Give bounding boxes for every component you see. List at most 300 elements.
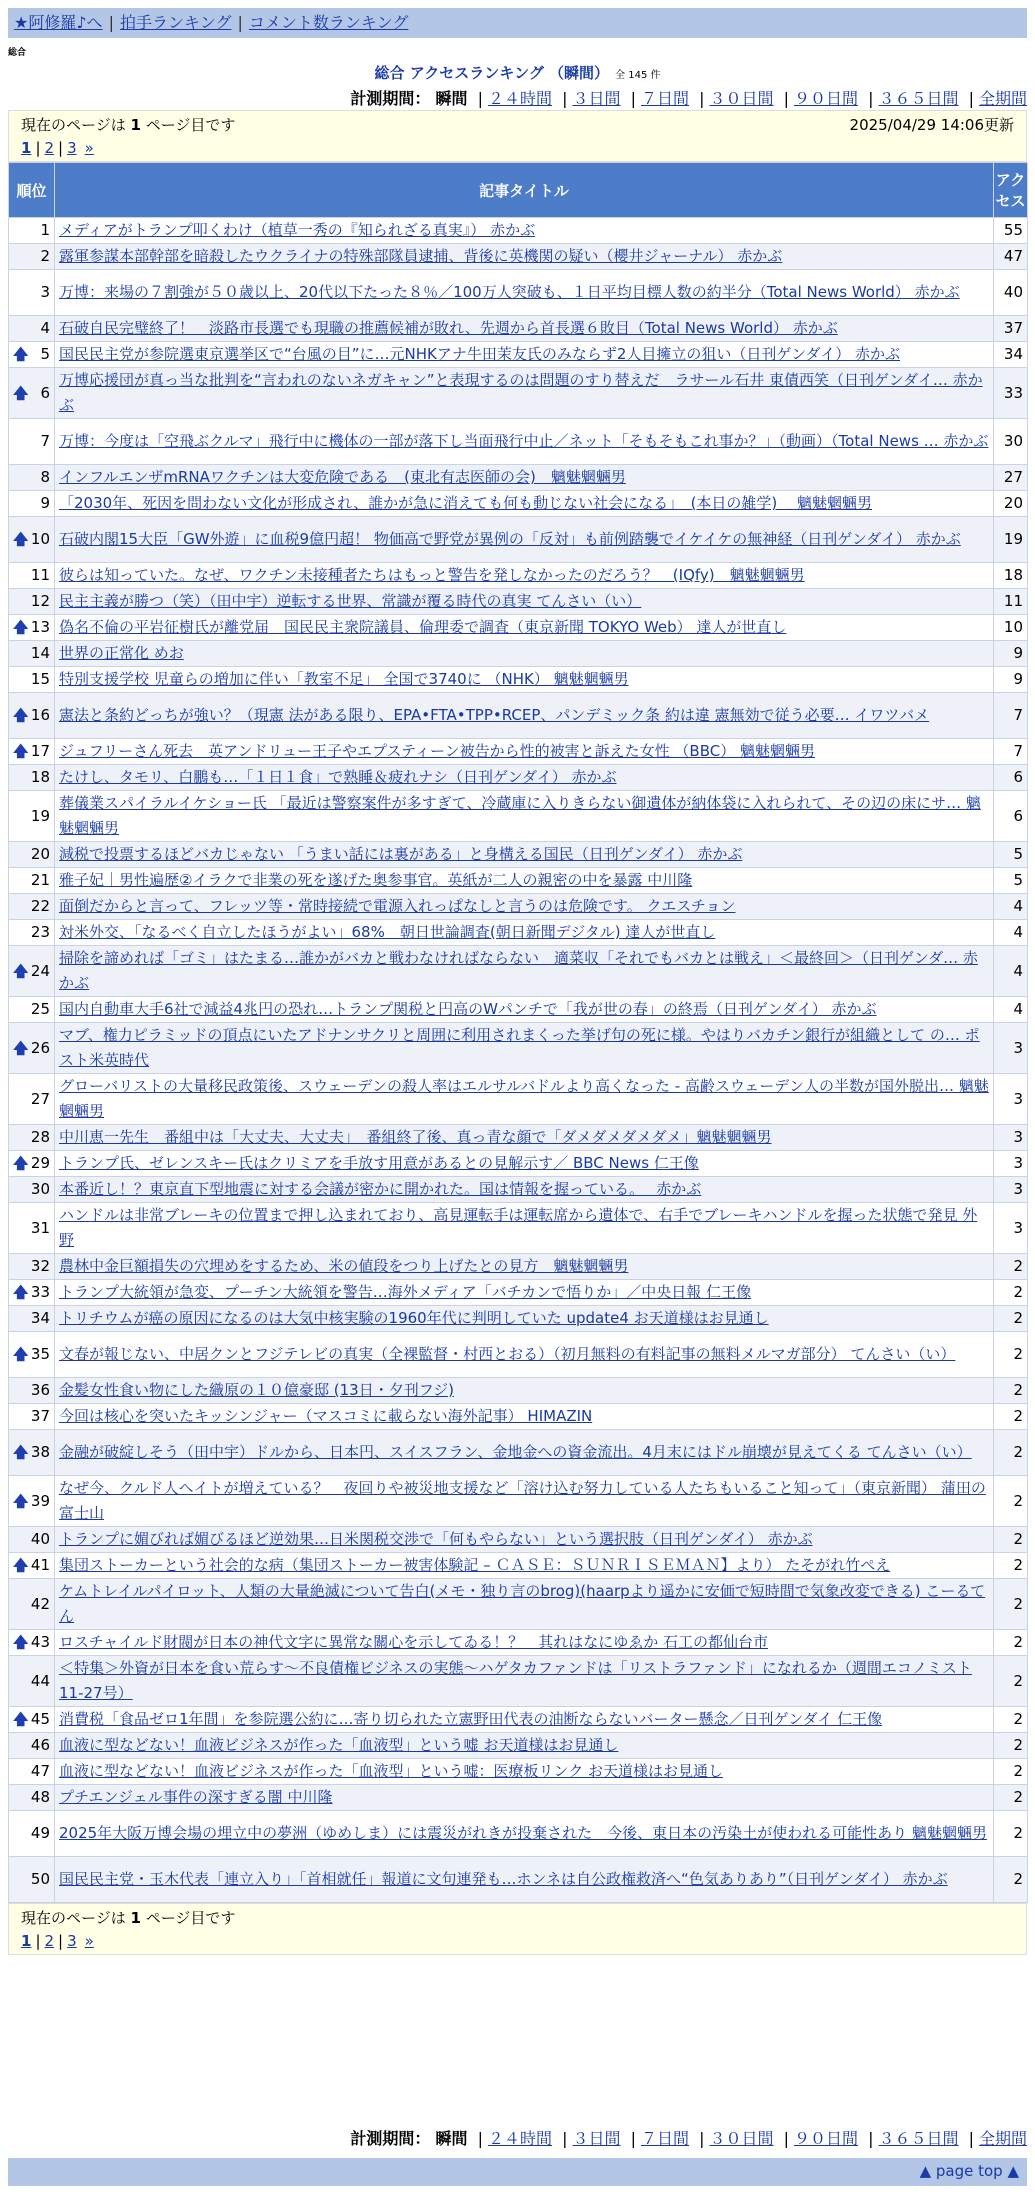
rank-cell (9, 1378, 55, 1404)
rank-number: 15 (30, 670, 50, 688)
page-title (0, 62, 1035, 83)
table-row (9, 1553, 1028, 1579)
access-count: 30 (994, 419, 1028, 465)
title-cell (55, 1857, 994, 1903)
article-title-link[interactable]: トランプに媚びれば媚びるほど逆効果…日米関税交渉で「何もやらない」という選択肢（日刊ゲンダイ） 赤かぶ (59, 1530, 813, 1548)
period-all-link[interactable]: 全期間 (978, 2129, 1027, 2148)
rank-cell (9, 316, 55, 342)
access-count: 55 (994, 218, 1028, 244)
access-count: 3 (994, 1125, 1028, 1151)
table-row (9, 419, 1028, 465)
article-title-link[interactable]: トリチウムが癌の原因になるのは大気中核実験の1960年代に判明していた update4 お天道様はお見通し (59, 1309, 769, 1327)
top-nav (8, 8, 1027, 38)
page-link-1[interactable]: 1 (21, 1932, 32, 1950)
access-count: 3 (994, 1151, 1028, 1177)
article-title-link[interactable]: ジュフリーさん死去 英アンドリュー王子やエプスティーン被告から性的被害と訴えた女性 （BBC） 魑魅魍魎男 (59, 742, 815, 760)
rank-number: 33 (30, 1283, 50, 1301)
article-title-link[interactable]: 農林中金巨額損失の穴埋めをするため、米の値段をつり上げたとの見方 魑魅魍魎男 (59, 1257, 629, 1275)
rank-up-arrow-icon: 🡅 (13, 1154, 29, 1172)
title-cell (55, 791, 994, 842)
table-row (9, 842, 1028, 868)
table-row (9, 1203, 1028, 1254)
title-cell (55, 641, 994, 667)
article-title-link[interactable]: マブ、権力ピラミッドの頂点にいたアドナンサクリと周囲に利用されまくった挙げ句の死に様。やはりバカチン銀行が組織として の… ポスト米英時代 (59, 1026, 980, 1069)
table-row (9, 1404, 1028, 1430)
access-count: 9 (994, 641, 1028, 667)
title-cell (55, 316, 994, 342)
rank-cell (9, 739, 55, 765)
access-count: 47 (994, 244, 1028, 270)
title-cell (55, 1579, 994, 1630)
title-cell (55, 693, 994, 739)
rank-cell (9, 244, 55, 270)
title-cell (55, 894, 994, 920)
access-count: 4 (994, 920, 1028, 946)
title-cell (55, 517, 994, 563)
rank-up-arrow-icon: 🡅 (13, 1283, 29, 1301)
article-title-link[interactable]: 金髪女性食い物にした織原の１０億豪邸 (13日・夕刊フジ) (59, 1381, 454, 1399)
rank-cell (9, 517, 55, 563)
rank-cell (9, 1733, 55, 1759)
table-row (9, 1151, 1028, 1177)
title-cell (55, 1125, 994, 1151)
rank-cell (9, 1306, 55, 1332)
title-cell (55, 1332, 994, 1378)
rank-number: 42 (30, 1594, 50, 1613)
rank-number: 29 (30, 1154, 50, 1172)
article-title-link[interactable]: 彼らは知っていた。なぜ、ワクチン未接種者たちはもっと警告を発しなかったのだろう？ (IQfy) 魑魅魍魎男 (59, 566, 805, 584)
article-title-link[interactable]: 万博：今度は「空飛ぶクルマ」飛行中に機体の一部が落下し当面飛行中止／ネット「そもそもこれ事か？」（動画）（Total News … 赤かぶ (59, 432, 989, 450)
table-row (9, 1630, 1028, 1656)
article-title-link[interactable]: 露軍参謀本部幹部を暗殺したウクライナの特殊部隊員逮捕、背後に英機関の疑い（櫻井ジャーナル） 赤かぶ (59, 247, 783, 265)
access-count: 7 (994, 693, 1028, 739)
article-title-link[interactable]: トランプ大統領が急変、プーチン大統領を警告…海外メディア「バチカンで悟りか」／中央日報 仁王像 (59, 1283, 752, 1301)
article-title-link[interactable]: 集団ストーカーという社会的な病（集団ストーカー被害体験記 – ＣＡＳＥ：ＳＵＮＲＩＳＥＭＡＮ】より） たそがれ竹ぺえ (59, 1556, 891, 1574)
page-top-link[interactable]: ▲ page top ▲ (919, 2162, 1019, 2180)
rank-number: 8 (40, 468, 50, 486)
rank-up-arrow-icon: 🡅 (13, 1491, 29, 1510)
article-title-link[interactable]: 中川恵一先生 番組中は「大丈夫、大丈夫」 番組終了後、真っ青な顔で「ダメダメダメダメ」魑魅魍魎男 (59, 1128, 772, 1146)
rank-cell (9, 1125, 55, 1151)
title-cell (55, 465, 994, 491)
table-row (9, 1857, 1028, 1903)
table-row (9, 1074, 1028, 1125)
rank-number: 43 (30, 1633, 50, 1651)
rank-cell (9, 1430, 55, 1476)
title-cell (55, 1203, 994, 1254)
access-count: 2 (994, 1378, 1028, 1404)
table-row (9, 1656, 1028, 1707)
rank-up-arrow-icon: 🡅 (13, 961, 29, 980)
table-row (9, 1811, 1028, 1857)
rank-number: 2 (40, 247, 50, 265)
period-30d-link[interactable]: ３０日間 (709, 2129, 774, 2148)
title-cell (55, 920, 994, 946)
rank-cell (9, 270, 55, 316)
rank-cell (9, 1656, 55, 1707)
article-title-link[interactable]: 消費税「食品ゼロ1年間」を参院選公約に…寄り切られた立憲野田代表の油断ならないバーター懸念／日刊ゲンダイ 仁王像 (59, 1710, 883, 1728)
article-title-link[interactable]: たけし、タモリ、白鵬も…「１日１食」で熟睡＆疲れナシ（日刊ゲンダイ） 赤かぶ (59, 768, 617, 786)
nav-link-comment-ranking[interactable]: コメント数ランキング (248, 13, 409, 32)
rank-cell (9, 1707, 55, 1733)
current-page-text: 現在のページは 1 ページ目です (21, 1909, 236, 1927)
rank-up-arrow-icon: 🡅 (13, 1443, 29, 1461)
table-row (9, 868, 1028, 894)
access-count: 2 (994, 1280, 1028, 1306)
table-row (9, 1430, 1028, 1476)
rank-number: 34 (30, 1309, 50, 1327)
table-row (9, 1023, 1028, 1074)
table-row (9, 1759, 1028, 1785)
rank-cell (9, 368, 55, 419)
article-title-link[interactable]: 金融が破綻しそう（田中宇）ドルから、日本円、スイスフラン、金地金への資金流出。4月末にはドル崩壊が見えてくる てんさい（い） (59, 1443, 972, 1461)
rank-number: 5 (40, 345, 50, 363)
rank-number: 37 (30, 1407, 50, 1425)
footer-bar (8, 2158, 1027, 2186)
period-365d-link[interactable]: ３６５日間 (878, 89, 959, 108)
next-page-link[interactable]: » (84, 139, 94, 157)
article-title-link[interactable]: インフルエンザmRNAワクチンは大変危険である (東北有志医師の会) 魑魅魍魎男 (59, 468, 626, 486)
nav-link-clap-ranking[interactable]: 拍手ランキング (119, 13, 232, 32)
title-cell (55, 1785, 994, 1811)
rank-cell (9, 218, 55, 244)
rank-cell (9, 1785, 55, 1811)
article-title-link[interactable]: 葬儀業スパイラルイケショー氏 「最近は警察案件が多すぎて、冷蔵庫に入りきらない御遺体が納体袋に入れられて、その辺の床にサ… 魑魅魍魎男 (59, 794, 981, 837)
title-cell (55, 1023, 994, 1074)
page-link-3[interactable]: 3 (67, 1932, 77, 1950)
title-cell (55, 218, 994, 244)
header-title: 記事タイトル (55, 163, 994, 218)
table-row (9, 563, 1028, 589)
page-link-2[interactable]: 2 (44, 139, 55, 157)
rank-cell (9, 1177, 55, 1203)
title-cell (55, 946, 994, 997)
title-cell (55, 368, 994, 419)
access-count: 3 (994, 1023, 1028, 1074)
rank-number: 27 (30, 1089, 50, 1108)
article-title-link[interactable]: ハンドルは非常ブレーキの位置まで押し込まれており、高見運転手は運転席から遺体で、右手でブレーキハンドルを握った状態で発見 外野 (59, 1206, 978, 1249)
table-row (9, 270, 1028, 316)
table-row (9, 1785, 1028, 1811)
access-count: 2 (994, 1630, 1028, 1656)
article-title-link[interactable]: 石破内閣15大臣「GW外遊」に血税9億円超！ 物価高で野党が異例の「反対」も前例踏襲でイケイケの無神経（日刊ゲンダイ） 赤かぶ (59, 530, 961, 548)
title-cell (55, 1280, 994, 1306)
rank-cell (9, 563, 55, 589)
article-title-link[interactable]: プチエンジェル事件の深すぎる闇 中川隆 (59, 1788, 333, 1806)
title-cell (55, 868, 994, 894)
article-title-link[interactable]: メディアがトランプ叩くわけ（植草一秀の『知られざる真実』） 赤かぶ (59, 221, 536, 239)
article-title-link[interactable]: 国民民主党・玉木代表「連立入り」「首相就任」報道に文句連発も…ホンネは自公政権救済へ“色気ありあり”（日刊ゲンダイ） 赤かぶ (59, 1870, 948, 1888)
rank-number: 31 (30, 1218, 50, 1237)
rank-number: 13 (30, 618, 50, 636)
rank-number: 28 (30, 1128, 50, 1146)
article-title-link[interactable]: 掃除を諦めれば「ゴミ」はたまる…誰かがバカと戦わなければならない 適菜収「それでもバカとは戦え」＜最終回＞（日刊ゲンダ… 赤かぶ (59, 949, 978, 992)
table-row (9, 791, 1028, 842)
rank-cell (9, 946, 55, 997)
article-title-link[interactable]: 世界の正常化 めお (59, 644, 184, 662)
page-link-3[interactable]: 3 (67, 139, 77, 157)
table-row (9, 368, 1028, 419)
rank-up-arrow-icon: 🡅 (13, 1710, 29, 1728)
rank-cell (9, 1332, 55, 1378)
article-title-link[interactable]: なぜ今、クルド人ヘイトが増えている？ 夜回りや被災地支援など「溶け込む努力している人たちもいること知って」（東京新聞） 蒲田の富士山 (59, 1479, 986, 1522)
title-cell (55, 765, 994, 791)
table-row (9, 1306, 1028, 1332)
access-count: 6 (994, 765, 1028, 791)
rank-number: 45 (30, 1710, 50, 1728)
access-count: 2 (994, 1759, 1028, 1785)
access-count: 4 (994, 894, 1028, 920)
article-title-link[interactable]: 血液に型などない！血液ビジネスが作った「血液型」という嘘：医療板リンク お天道様はお見通し (59, 1762, 724, 1780)
nav-link-home[interactable]: ★阿修羅♪へ (14, 13, 103, 32)
rank-cell (9, 1023, 55, 1074)
article-title-link[interactable]: 憲法と条約どっちが強い？（現憲 法がある限り、EPA•FTA•TPP•RCEP、パンデミック条 約は違 憲無効で従う必要… イワツバメ (59, 706, 930, 724)
rank-number: 23 (30, 923, 50, 941)
rank-number: 1 (40, 221, 50, 239)
article-title-link[interactable]: 今回は核心を突いたキッシンジャー（マスコミに載らない海外記事） HIMAZIN (59, 1407, 593, 1425)
article-title-link[interactable]: 2025年大阪万博会場の埋立中の夢洲（ゆめしま）には震災がれきが投棄された 今後、東日本の汚染土が使われる可能性あり 魑魅魍魎男 (59, 1824, 987, 1842)
period-selector-top: 計測期間： 瞬間 | ２４時間 | ３日間 | ７日間 | ３０日間 | ９０日間 | ３６５日間 | 全期間 (350, 89, 1027, 108)
article-title-link[interactable]: 「2030年、死因を問わない文化が形成され、誰かが急に消えても何も動じない社会になる」 (本日の雑学) 魑魅魍魎男 (59, 494, 873, 512)
article-title-link[interactable]: 本番近し！？東京直下型地震に対する会議が密かに開かれた。国は情報を握っている。 赤かぶ (59, 1180, 702, 1198)
rank-cell (9, 1579, 55, 1630)
period-365d-link[interactable]: ３６５日間 (878, 2129, 959, 2148)
access-count: 5 (994, 842, 1028, 868)
article-title-link[interactable]: 血液に型などない！血液ビジネスが作った「血液型」という嘘 お天道様はお見通し (59, 1736, 619, 1754)
table-row (9, 739, 1028, 765)
title-cell (55, 615, 994, 641)
title-cell (55, 997, 994, 1023)
access-count: 2 (994, 1857, 1028, 1903)
separator: | (108, 13, 114, 32)
table-row (9, 465, 1028, 491)
access-count: 7 (994, 739, 1028, 765)
rank-number: 30 (30, 1180, 50, 1198)
rank-up-arrow-icon: 🡅 (13, 530, 29, 548)
period-3d-link[interactable]: ３日間 (572, 89, 621, 108)
rank-cell (9, 894, 55, 920)
rank-cell (9, 791, 55, 842)
table-row (9, 589, 1028, 615)
rank-up-arrow-icon: 🡅 (13, 618, 29, 636)
article-title-link[interactable]: ケムトレイルパイロット、人類の大量絶滅について告白(メモ・独り言のbrog)(haarpより遥かに安価で短時間で気象改変できる) こーるてん (59, 1582, 986, 1625)
rank-up-arrow-icon: 🡅 (13, 1345, 29, 1363)
rank-number: 49 (30, 1824, 50, 1842)
period-current: 瞬間 (435, 2129, 468, 2148)
rank-cell (9, 615, 55, 641)
rank-number: 40 (30, 1530, 50, 1548)
rank-number: 48 (30, 1788, 50, 1806)
access-count: 10 (994, 615, 1028, 641)
period-24h-link[interactable]: ２４時間 (487, 2129, 552, 2148)
article-title-link[interactable]: 民主主義が勝つ（笑）（田中宇）逆転する世界、常識が覆る時代の真実 てんさい（い） (59, 592, 642, 610)
access-count: 2 (994, 1553, 1028, 1579)
title-cell (55, 667, 994, 693)
title-cell (55, 1151, 994, 1177)
rank-number: 32 (30, 1257, 50, 1275)
article-title-link[interactable]: トランプ氏、ゼレンスキー氏はクリミアを手放す用意があるとの見解示す／ BBC News 仁王像 (59, 1154, 699, 1172)
period-label: 計測期間： (350, 2129, 431, 2148)
separator: | (237, 13, 243, 32)
period-current: 瞬間 (435, 89, 468, 108)
rank-cell (9, 589, 55, 615)
rank-number: 7 (40, 432, 50, 450)
current-page-text: 現在のページは 1 ページ目です (21, 116, 236, 134)
rank-cell (9, 1857, 55, 1903)
article-title-link[interactable]: 国内自動車大手6社で減益4兆円の恐れ…トランプ関税と円高のWパンチで「我が世の春」の終焉（日刊ゲンダイ） 赤かぶ (59, 1000, 877, 1018)
period-all-link[interactable]: 全期間 (978, 89, 1027, 108)
access-count: 2 (994, 1733, 1028, 1759)
rank-number: 39 (30, 1491, 50, 1510)
page-link-2[interactable]: 2 (44, 1932, 55, 1950)
access-count: 2 (994, 1332, 1028, 1378)
access-count: 2 (994, 1430, 1028, 1476)
page-link-1[interactable]: 1 (21, 139, 32, 157)
rank-cell (9, 1203, 55, 1254)
title-cell (55, 1527, 994, 1553)
access-count: 4 (994, 997, 1028, 1023)
article-title-link[interactable]: 雅子妃｜男性遍歴②イラクで非業の死を遂げた奥参事官。英紙が二人の親密の中を暴露 中川隆 (59, 871, 693, 889)
period-7d-link[interactable]: ７日間 (640, 2129, 689, 2148)
title-cell (55, 419, 994, 465)
table-row (9, 641, 1028, 667)
period-24h-link[interactable]: ２４時間 (487, 89, 552, 108)
article-title-link[interactable]: グローバリストの大量移民政策後、スウェーデンの殺人率はエルサルバドルより高くなった - 高齢スウェーデン人の半数が国外脱出… 魑魅魍魎男 (59, 1077, 989, 1120)
rank-up-arrow-icon: 🡅 (13, 1556, 29, 1574)
article-title-link[interactable]: 文春が報じない、中居クンとフジテレビの真実（全裸監督・村西とおる）（初月無料の有料記事の無料メルマガ部分） てんさい（い） (59, 1345, 956, 1363)
article-title-link[interactable]: 減税で投票するほどバカじゃない 「うまい話には裏がある」と身構える国民（日刊ゲンダイ） 赤かぶ (59, 845, 743, 863)
article-title-link[interactable]: 偽名不倫の平岩征樹氏が離党届 国民民主衆院議員、倫理委で調査（東京新聞 TOKYO Web） 達人が世直し (59, 618, 787, 636)
table-row (9, 693, 1028, 739)
page-title-text: 総合 アクセスランキング （瞬間） (374, 64, 610, 82)
rank-number: 46 (30, 1736, 50, 1754)
header-access: アクセス (994, 163, 1028, 218)
article-title-link[interactable]: ロスチャイルド財閥が日本の神代文字に異常な關心を示してゐる！？ 其れはなにゆゑか 石工の都仙台市 (59, 1633, 769, 1651)
title-cell (55, 244, 994, 270)
table-row (9, 920, 1028, 946)
rank-cell (9, 342, 55, 368)
pagination: 1 | 2 | 3 » (21, 1932, 94, 1950)
ranking-table (8, 162, 1028, 1903)
title-cell (55, 842, 994, 868)
rank-number: 4 (40, 319, 50, 337)
title-cell (55, 1306, 994, 1332)
period-label: 計測期間： (350, 89, 431, 108)
rank-cell (9, 765, 55, 791)
period-7d-link[interactable]: ７日間 (640, 89, 689, 108)
rank-number: 11 (30, 566, 50, 584)
title-cell (55, 1404, 994, 1430)
pagination: 1 | 2 | 3 » (21, 139, 94, 157)
rank-number: 25 (30, 1000, 50, 1018)
rank-number: 18 (30, 768, 50, 786)
access-count: 6 (994, 791, 1028, 842)
period-90d-link[interactable]: ９０日間 (793, 2129, 858, 2148)
access-count: 3 (994, 1177, 1028, 1203)
rank-number: 19 (30, 806, 50, 825)
period-30d-link[interactable]: ３０日間 (709, 89, 774, 108)
access-count: 19 (994, 517, 1028, 563)
rank-up-arrow-icon: 🡅 (13, 1038, 29, 1057)
rank-number: 3 (40, 283, 50, 301)
table-row (9, 765, 1028, 791)
title-cell (55, 1811, 994, 1857)
rank-cell (9, 1527, 55, 1553)
rank-cell (9, 997, 55, 1023)
article-title-link[interactable]: 対米外交、「なるべく自立したほうがよい」68% 朝日世論調査(朝日新聞デジタル) 達人が世直し (59, 923, 716, 941)
rank-cell (9, 465, 55, 491)
article-title-link[interactable]: 万博：来場の７割強が５０歳以上、20代以下たった８％／100万人突破も、１日平均目標人数の約半分（Total News World） 赤かぶ (59, 283, 960, 301)
rank-cell (9, 667, 55, 693)
access-count: 4 (994, 946, 1028, 997)
rank-up-arrow-icon: 🡅 (13, 742, 29, 760)
rank-number: 20 (30, 845, 50, 863)
article-title-link[interactable]: 石破自民完璧終了！ 淡路市長選でも現職の推薦候補が敗れ、先週から首長選６敗目（Total News World） 赤かぶ (59, 319, 838, 337)
rank-up-arrow-icon: 🡅 (13, 706, 29, 724)
rank-number: 47 (30, 1762, 50, 1780)
article-title-link[interactable]: 万博応援団が真っ当な批判を“言われのないネガキャン”と表現するのは問題のすり替えだ ラサール石井 東債西笑（日刊ゲンダイ… 赤かぶ (59, 371, 983, 414)
pager-top (8, 110, 1027, 162)
breadcrumb: 総合 (8, 48, 27, 58)
period-3d-link[interactable]: ３日間 (572, 2129, 621, 2148)
title-cell (55, 1733, 994, 1759)
title-cell (55, 1630, 994, 1656)
access-count: 2 (994, 1527, 1028, 1553)
title-cell (55, 1759, 994, 1785)
article-title-link[interactable]: 特別支援学校 児童らの増加に伴い「教室不足」 全国で3740に （NHK） 魑魅魍魎男 (59, 670, 629, 688)
rank-cell (9, 1074, 55, 1125)
article-title-link[interactable]: 国民民主党が参院選東京選挙区で“台風の目”に…元NHKアナ牛田茉友氏のみならず2人目擁立の狙い（日刊ゲンダイ） 赤かぶ (59, 345, 900, 363)
pager-bottom (8, 1903, 1027, 1955)
access-count: 40 (994, 270, 1028, 316)
rank-cell (9, 1254, 55, 1280)
rank-up-arrow-icon: 🡅 (13, 383, 29, 402)
table-row (9, 491, 1028, 517)
table-row (9, 1177, 1028, 1203)
access-count: 11 (994, 589, 1028, 615)
title-cell (55, 563, 994, 589)
rank-cell (9, 868, 55, 894)
access-count: 2 (994, 1404, 1028, 1430)
table-row (9, 1579, 1028, 1630)
article-title-link[interactable]: 面倒だからと言って、フレッツ等・常時接続で電源入れっぱなしと言うのは危険です。 クエスチョン (59, 897, 736, 915)
table-row (9, 667, 1028, 693)
table-row (9, 1378, 1028, 1404)
article-title-link[interactable]: ＜特集＞外資が日本を食い荒らす〜不良債権ビジネスの実態〜ハゲタカファンドは「リストラファンド」になれるか（週間エコノミスト11-27号） (59, 1659, 972, 1702)
rank-cell (9, 1151, 55, 1177)
table-row (9, 1332, 1028, 1378)
rank-cell (9, 419, 55, 465)
access-count: 3 (994, 1074, 1028, 1125)
title-cell (55, 1430, 994, 1476)
access-count: 37 (994, 316, 1028, 342)
updated-timestamp: 2025/04/29 14:06更新 (849, 116, 1014, 134)
rank-number: 35 (30, 1345, 50, 1363)
access-count: 5 (994, 868, 1028, 894)
period-selector-bottom: 計測期間： 瞬間 | ２４時間 | ３日間 | ７日間 | ３０日間 | ９０日間 | ３６５日間 | 全期間 (350, 2129, 1027, 2148)
table-row (9, 946, 1028, 997)
table-row (9, 517, 1028, 563)
rank-number: 17 (30, 742, 50, 760)
rank-number: 21 (30, 871, 50, 889)
period-90d-link[interactable]: ９０日間 (793, 89, 858, 108)
access-count: 2 (994, 1579, 1028, 1630)
access-count: 3 (994, 1203, 1028, 1254)
title-cell (55, 589, 994, 615)
title-cell (55, 342, 994, 368)
next-page-link[interactable]: » (84, 1932, 94, 1950)
total-count: 全 145 件 (615, 70, 661, 81)
